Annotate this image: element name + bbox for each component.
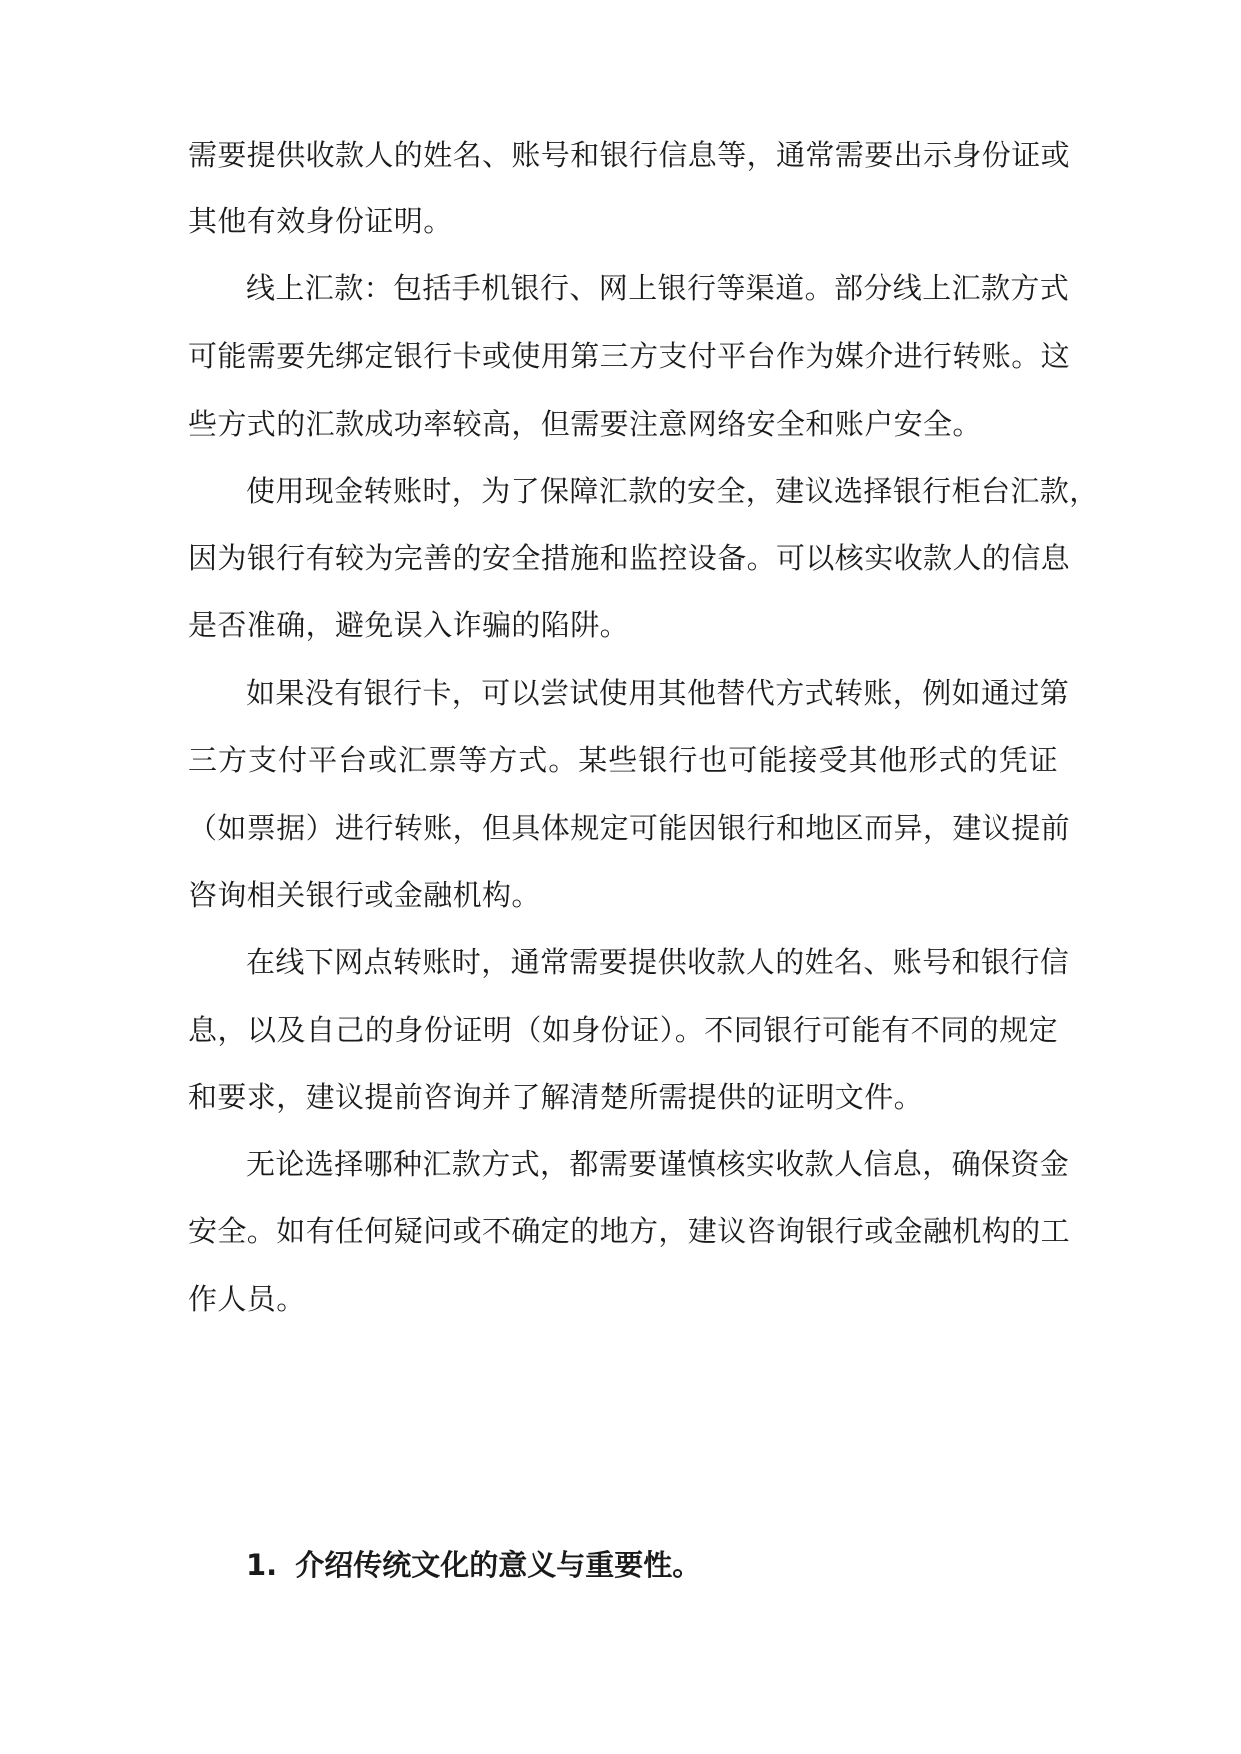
section-heading-text: 介绍传统文化的意义与重要性。 bbox=[295, 1548, 702, 1582]
paragraph-4-line-1: 如果没有银行卡，可以尝试使用其他替代方式转账，例如通过第 bbox=[246, 676, 1070, 710]
paragraph-3-line-3: 是否准确，避免误入诈骗的陷阱。 bbox=[188, 608, 630, 642]
paragraph-3-line-2: 因为银行有较为完善的安全措施和监控设备。可以核实收款人的信息 bbox=[188, 541, 1071, 575]
paragraph-5-line-2: 息，以及自己的身份证明（如身份证）。不同银行可能有不同的规定 bbox=[188, 1013, 1058, 1047]
section-heading-number: 1. bbox=[246, 1548, 278, 1582]
paragraph-6-line-2: 安全。如有任何疑问或不确定的地方，建议咨询银行或金融机构的工 bbox=[188, 1214, 1071, 1248]
paragraph-4-line-2: 三方支付平台或汇票等方式。某些银行也可能接受其他形式的凭证 bbox=[188, 743, 1058, 777]
paragraph-2-line-1: 线上汇款：包括手机银行、网上银行等渠道。部分线上汇款方式 bbox=[246, 271, 1070, 305]
paragraph-4-line-3: （如票据）进行转账，但具体规定可能因银行和地区而异，建议提前 bbox=[188, 811, 1071, 845]
paragraph-5-line-3: 和要求，建议提前咨询并了解清楚所需提供的证明文件。 bbox=[188, 1080, 924, 1114]
paragraph-2-line-2: 可能需要先绑定银行卡或使用第三方支付平台作为媒介进行转账。这 bbox=[188, 339, 1071, 373]
paragraph-6-line-3: 作人员。 bbox=[188, 1282, 306, 1316]
paragraph-1-line-2: 其他有效身份证明。 bbox=[188, 204, 453, 238]
paragraph-1-line-1: 需要提供收款人的姓名、账号和银行信息等，通常需要出示身份证或 bbox=[188, 138, 1071, 172]
section-heading bbox=[246, 1545, 701, 1585]
paragraph-6-line-1: 无论选择哪种汇款方式，都需要谨慎核实收款人信息，确保资金 bbox=[246, 1147, 1070, 1181]
paragraph-5-line-1: 在线下网点转账时，通常需要提供收款人的姓名、账号和银行信 bbox=[246, 945, 1070, 979]
paragraph-3-line-1: 使用现金转账时，为了保障汇款的安全，建议选择银行柜台汇款， bbox=[246, 474, 1099, 508]
paragraph-2-line-3: 些方式的汇款成功率较高，但需要注意网络安全和账户安全。 bbox=[188, 407, 982, 441]
paragraph-4-line-4: 咨询相关银行或金融机构。 bbox=[188, 878, 541, 912]
